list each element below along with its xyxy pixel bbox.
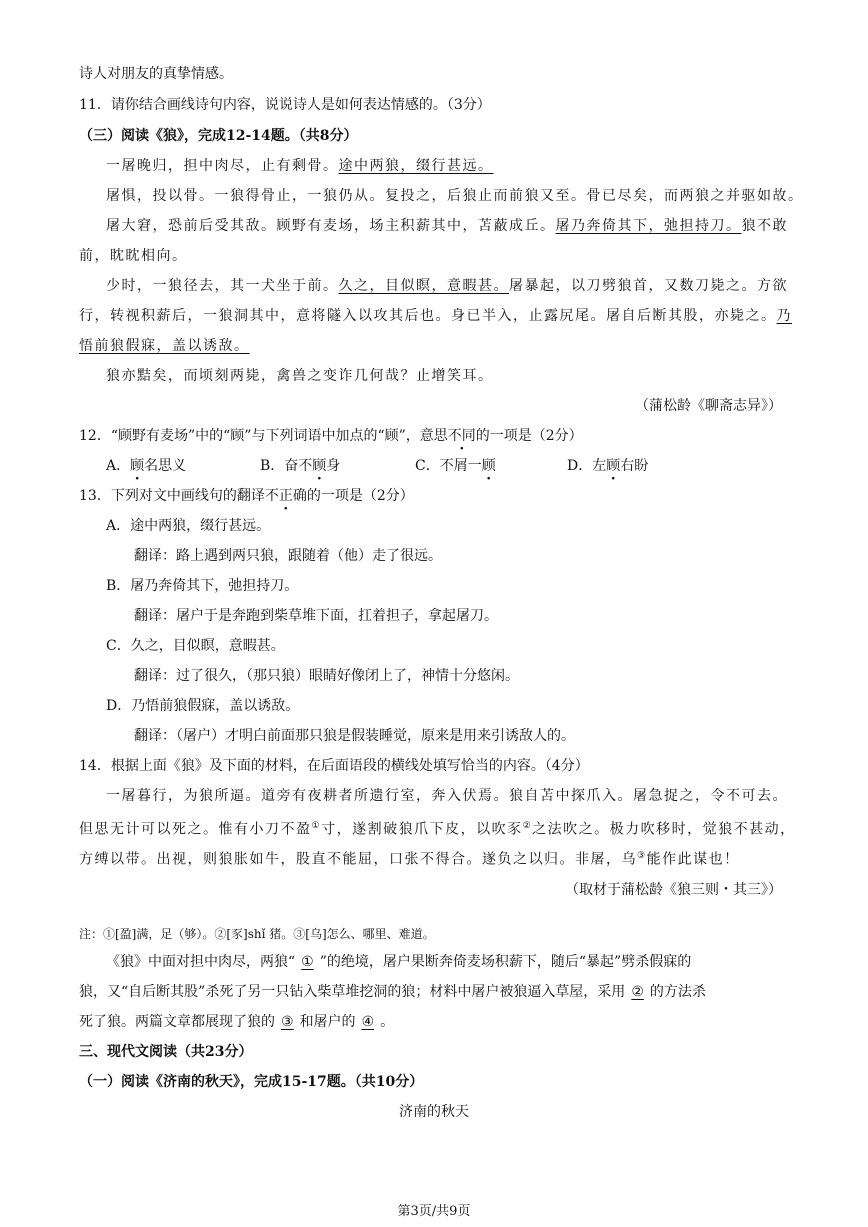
option-b (106, 576, 298, 596)
footnote-mark: ③ (637, 851, 647, 861)
text: 名思义 (144, 458, 187, 474)
text: 。 (380, 1014, 395, 1030)
text: 屠暴起，以刀劈狼首，又数刀毙之。方欲 (509, 278, 788, 294)
dotted-char: 顾 (130, 458, 145, 474)
option-c (106, 636, 285, 656)
passage-paragraph (106, 276, 788, 296)
section-heading (79, 126, 358, 146)
text: 屠大窘，恐前后受其敌。顾野有麦场，场主积薪其中，苫蔽成丘。 (106, 218, 556, 234)
text: 死了狼。两篇文章都展现了狼的 (79, 1014, 275, 1030)
material-paragraph (79, 846, 740, 870)
page-footer (0, 1200, 868, 1219)
passage-paragraph (79, 246, 188, 266)
underlined-sentence: 屠乃奔倚其下，弛担持刀。 (555, 218, 742, 234)
text: 一屠暮行，为狼所逼。道旁有夜耕者所遗行室，奔入伏焉。狼自苫中探爪入。屠急捉之，令不可去。 (106, 788, 788, 804)
question-11 (79, 95, 491, 115)
passage-paragraph (79, 306, 792, 326)
material-paragraph (79, 816, 796, 840)
text: 和屠户的 (299, 1014, 356, 1030)
passage-paragraph (79, 336, 250, 356)
text: C．不屑一 (415, 458, 482, 474)
option-d (567, 456, 648, 476)
source-citation (635, 396, 782, 416)
text: 12．“顾野有麦场”中的“顾”与下列词语中加点的“顾”，意思 (79, 428, 448, 444)
text: （三）阅读《狼》，完成12-14题。（共8分） (79, 128, 358, 144)
text: 注：①[盈]满，足（够）。②[豕]shǐ 猪。③[乌]怎么、哪里、难道。 (79, 927, 435, 941)
option-a (106, 516, 270, 536)
source-citation (565, 880, 782, 900)
text: ”的绝境，屠户果断奔倚麦场积薪下，随后“暴起”劈杀假寐的 (319, 954, 692, 970)
underlined-sentence: 途中两狼，缀行甚远。 (338, 158, 494, 174)
text: B．屠乃奔倚其下，弛担持刀。 (106, 578, 299, 594)
question-14 (79, 756, 589, 776)
text: （取材于蒲松龄《狼三则・其三》） (565, 882, 782, 898)
section-heading (79, 1042, 252, 1062)
option-b (260, 456, 340, 476)
text: 方缚以带。出视，则狼胀如牛，股直不能屈，口张不得合。遂负之以归。非屠，乌 (79, 851, 637, 868)
text: （蒲松龄《聊斋志异》） (635, 398, 782, 414)
question-12 (79, 426, 583, 446)
text: 前，眈眈相向。 (79, 248, 188, 264)
text: 少时，一狼径去，其一犬坐于前。 (106, 278, 339, 294)
text: D．左 (567, 458, 607, 474)
footnote (79, 924, 435, 944)
blank: ③ (281, 1014, 294, 1030)
question-13 (79, 486, 414, 506)
dotted-char: 顾 (312, 458, 327, 474)
underlined-sentence: 久之，目似瞑，意暇甚。 (338, 278, 509, 294)
text: 的方法杀 (649, 984, 706, 1000)
dotted-char: 顾 (481, 458, 496, 474)
text: 诗人对朋友的真挚情感。 (79, 66, 233, 82)
passage-paragraph (106, 216, 788, 236)
text-line (79, 64, 233, 84)
text: 《狼》中面对担中肉尽，两狼“ (106, 954, 296, 970)
fill-in-paragraph (79, 982, 706, 1002)
fill-in-paragraph (106, 952, 691, 972)
text: 11．请你结合画线诗句内容，说说诗人是如何表达情感的。（3分） (79, 97, 491, 113)
text: 寸，遂割破狼爪下皮，以吹豕 (321, 821, 523, 838)
footnote-mark: ① (311, 821, 322, 831)
text: A． (106, 458, 131, 474)
text: 翻译：（屠户）才明白前面那只狼是假装睡觉，原来是用来引诱敌人的。 (134, 728, 575, 744)
text: 狼，又“自后断其股”杀死了另一只钻入柴草堆挖洞的狼；材料中屠户被狼逼入草屋，采用 (79, 984, 626, 1000)
material-paragraph (106, 786, 788, 806)
option-a (106, 456, 186, 476)
text: 一屠晚归，担中肉尽，止有剩骨。 (106, 158, 339, 174)
option-d (106, 696, 299, 716)
text: 狼亦黠矣，而顷刻两毙，禽兽之变诈几何哉？止增笑耳。 (106, 368, 494, 384)
text: 翻译：路上遇到两只狼，跟随着（他）走了很远。 (134, 548, 442, 564)
passage-paragraph (106, 156, 494, 176)
article-title (0, 1102, 868, 1122)
text: 身 (326, 458, 341, 474)
text: 14．根据上面《狼》及下面的材料，在后面语段的横线处填写恰当的内容。（4分） (79, 758, 589, 774)
text: 右盼 (620, 458, 649, 474)
option-c (415, 456, 496, 476)
text: 屠惧，投以骨。一狼得骨止，一狼仍从。复投之，后狼止而前狼又至。骨已尽矣，而两狼之并驱如故。 (106, 188, 804, 204)
passage-paragraph (106, 186, 804, 206)
dotted-char: 顾 (606, 458, 621, 474)
text: 三、现代文阅读（共23分） (79, 1044, 253, 1060)
text: 翻译：屠户于是奔跑到柴草堆下面，扛着担子，拿起屠刀。 (134, 608, 498, 624)
text: A．途中两狼，缀行甚远。 (106, 518, 271, 534)
text: 的一项是（2分） (306, 488, 414, 504)
text: 但思无计可以死之。惟有小刀不盈 (79, 821, 312, 838)
section-heading (79, 1072, 423, 1092)
translation (134, 606, 498, 626)
underlined-sentence: 悟前狼假寐，盖以诱敌。 (79, 338, 250, 354)
text: D．乃悟前狼假寐，盖以诱敌。 (106, 698, 300, 714)
text: （一）阅读《济南的秋天》，完成15-17题。（共10分） (79, 1074, 424, 1090)
underlined-sentence: 乃 (776, 308, 792, 324)
footnote-mark: ② (522, 821, 533, 831)
blank: ④ (361, 1014, 375, 1030)
blank: ② (631, 984, 644, 1000)
translation (134, 726, 575, 746)
text: C．久之，目似瞑，意暇甚。 (106, 638, 285, 654)
text: 行，转视积薪后，一狼洞其中，意将隧入以攻其后也。身已半入，止露尻尾。屠自后断其股，亦毙之。 (79, 308, 777, 324)
emphasis-text: 不同 (447, 428, 476, 444)
translation (134, 546, 442, 566)
text: B．奋不 (260, 458, 313, 474)
blank: ① (301, 954, 314, 970)
text: 狼不敢 (741, 218, 788, 234)
text: 翻译：过了很久，（那只狼）眼睛好像闭上了，神情十分悠闲。 (134, 668, 519, 684)
text: 13．下列对文中画线句的翻译 (79, 488, 265, 504)
text: 之法吹之。极力吹移时，觉狼不甚动， (532, 821, 796, 838)
translation (134, 666, 519, 686)
fill-in-paragraph (79, 1012, 394, 1032)
text: 济南的秋天 (399, 1104, 469, 1120)
page-number: 第3页/共9页 (397, 1204, 471, 1219)
emphasis-text: 不正确 (264, 488, 307, 504)
passage-paragraph (106, 366, 494, 386)
text: 的一项是（2分） (475, 428, 583, 444)
text: 能作此谋也！ (646, 851, 740, 868)
